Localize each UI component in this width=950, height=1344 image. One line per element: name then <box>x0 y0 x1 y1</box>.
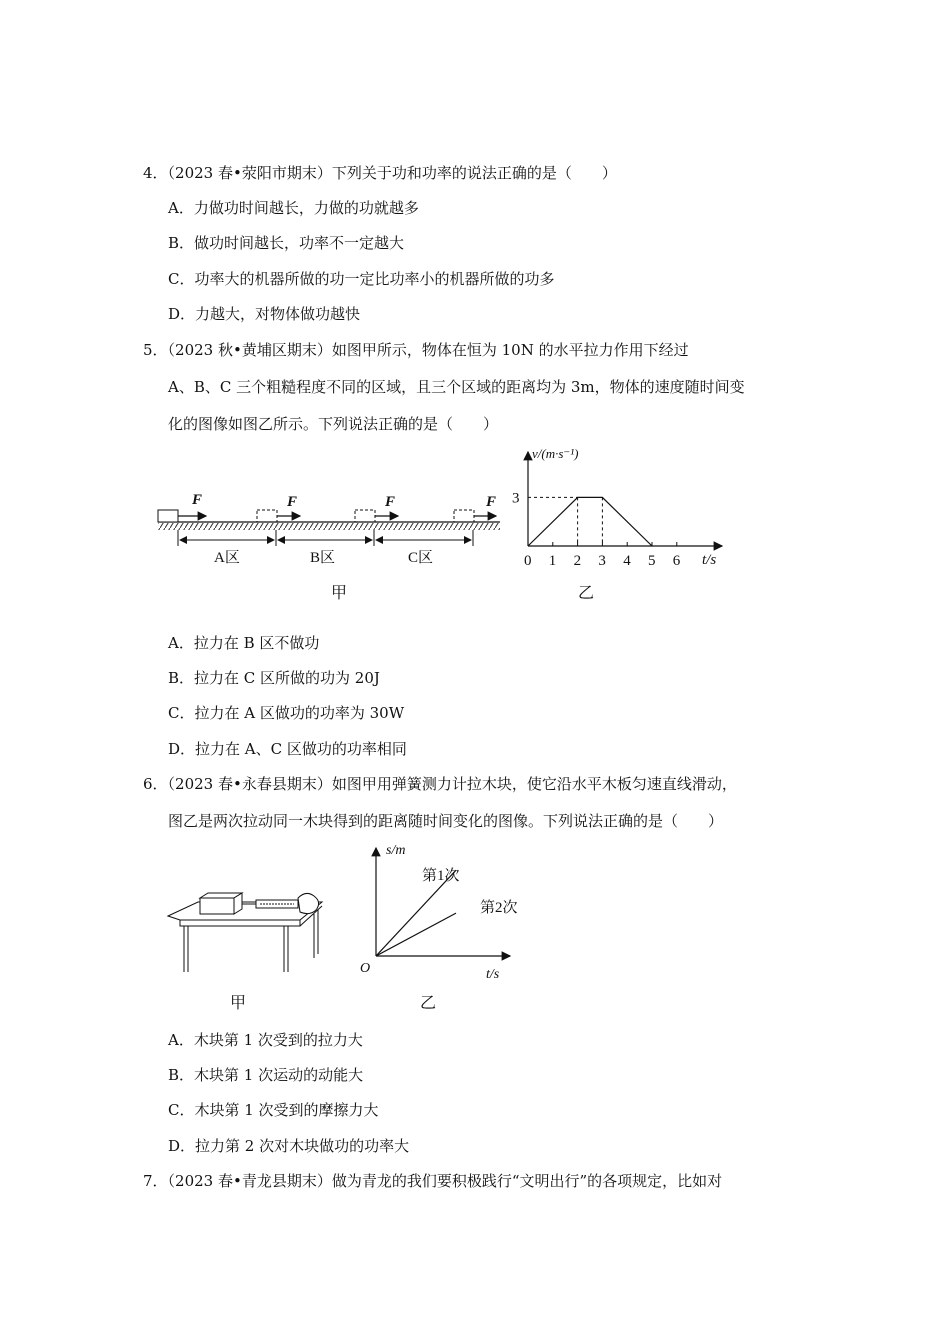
q6-option-c: C．木块第 1 次受到的摩擦力大 <box>168 1101 379 1119</box>
q5-stem-line2: A、B、C 三个粗糙程度不同的区域，且三个区域的距离均为 3m，物体的速度随时间变 <box>168 378 745 396</box>
q4-option-b: B．做功时间越长，功率不一定越大 <box>168 234 405 252</box>
x-axis-label: t/s <box>486 967 500 982</box>
wood-block <box>200 898 234 914</box>
q5-figure-yi-vt-chart <box>500 440 740 610</box>
q6-figure-yi-st-chart <box>350 838 550 1018</box>
x-tick-label: 3 <box>598 553 606 569</box>
x-axis-label: t/s <box>702 552 717 568</box>
x-tick-label: 1 <box>548 553 557 569</box>
q7-stem: 7．（2023 春•青龙县期末）做为青龙的我们要积极践行“文明出行”的各项规定，比如对 <box>143 1172 723 1190</box>
block-dashed <box>454 510 474 522</box>
q6-option-a: A．木块第 1 次受到的拉力大 <box>168 1031 363 1049</box>
q5-option-a: A．拉力在 B 区不做功 <box>168 634 320 652</box>
q5-figure-jia <box>150 480 510 610</box>
q6-stem-line1: 6．（2023 春•永春县期末）如图甲用弹簧测力计拉木块，使它沿水平木板匀速直线滑动， <box>143 775 737 793</box>
q6-option-d: D．拉力第 2 次对木块做功的功率大 <box>168 1137 410 1155</box>
q5-stem-line3: 化的图像如图乙所示。下列说法正确的是（ ） <box>168 415 499 433</box>
block-dashed <box>355 510 375 522</box>
block-solid <box>158 510 178 522</box>
q6-stem-line2: 图乙是两次拉动同一木块得到的距离随时间变化的图像。下列说法正确的是（ ） <box>168 812 724 830</box>
force-label: F <box>385 494 396 510</box>
hand-icon <box>298 893 319 913</box>
q5-stem-line1: 5．（2023 秋•黄埔区期末）如图甲所示，物体在恒为 10N 的水平拉力作用下经过 <box>143 341 689 359</box>
y-axis-label: v/(m·s⁻¹) <box>532 446 579 461</box>
zone-c-label: C区 <box>408 550 434 566</box>
y-axis-label: s/m <box>386 843 406 858</box>
x-tick-label: 2 <box>573 553 582 569</box>
block-dashed <box>257 510 277 522</box>
velocity-series-line <box>528 497 652 546</box>
q6-figure-jia <box>160 860 340 1020</box>
origin-label: O <box>360 961 371 976</box>
q4-option-c: C．功率大的机器所做的功一定比功率小的机器所做的功多 <box>168 270 555 288</box>
q5-option-c: C．拉力在 A 区做功的功率为 30W <box>168 704 405 722</box>
force-label: F <box>192 492 203 508</box>
series-line-2 <box>376 913 456 956</box>
figure-caption-yi: 乙 <box>578 585 595 602</box>
figure-caption-jia: 甲 <box>331 585 348 602</box>
x-tick-label: 0 <box>524 553 532 569</box>
figure-caption-yi: 乙 <box>420 995 437 1012</box>
zone-a-label: A区 <box>214 550 240 566</box>
q4-option-a: A．力做功时间越长，力做的功就越多 <box>168 199 419 217</box>
q5-option-d: D．拉力在 A、C 区做功的功率相同 <box>168 740 407 758</box>
q4-option-d: D．力越大，对物体做功越快 <box>168 305 361 323</box>
q5-option-b: B．拉力在 C 区所做的功为 20J <box>168 669 380 687</box>
series-label-1: 第1次 <box>422 868 460 884</box>
force-label: F <box>287 494 298 510</box>
y-tick-label: 3 <box>512 490 520 507</box>
zone-b-label: B区 <box>310 550 336 566</box>
figure-caption-jia: 甲 <box>230 995 247 1012</box>
force-label: F <box>486 494 497 510</box>
x-tick-label: 6 <box>672 553 681 569</box>
series-label-2: 第2次 <box>480 900 518 916</box>
q6-option-b: B．木块第 1 次运动的动能大 <box>168 1066 364 1084</box>
q4-stem: 4．（2023 春•荥阳市期末）下列关于功和功率的说法正确的是（ ） <box>143 164 617 182</box>
x-tick-label: 5 <box>648 553 656 569</box>
x-tick-label: 4 <box>623 553 631 569</box>
